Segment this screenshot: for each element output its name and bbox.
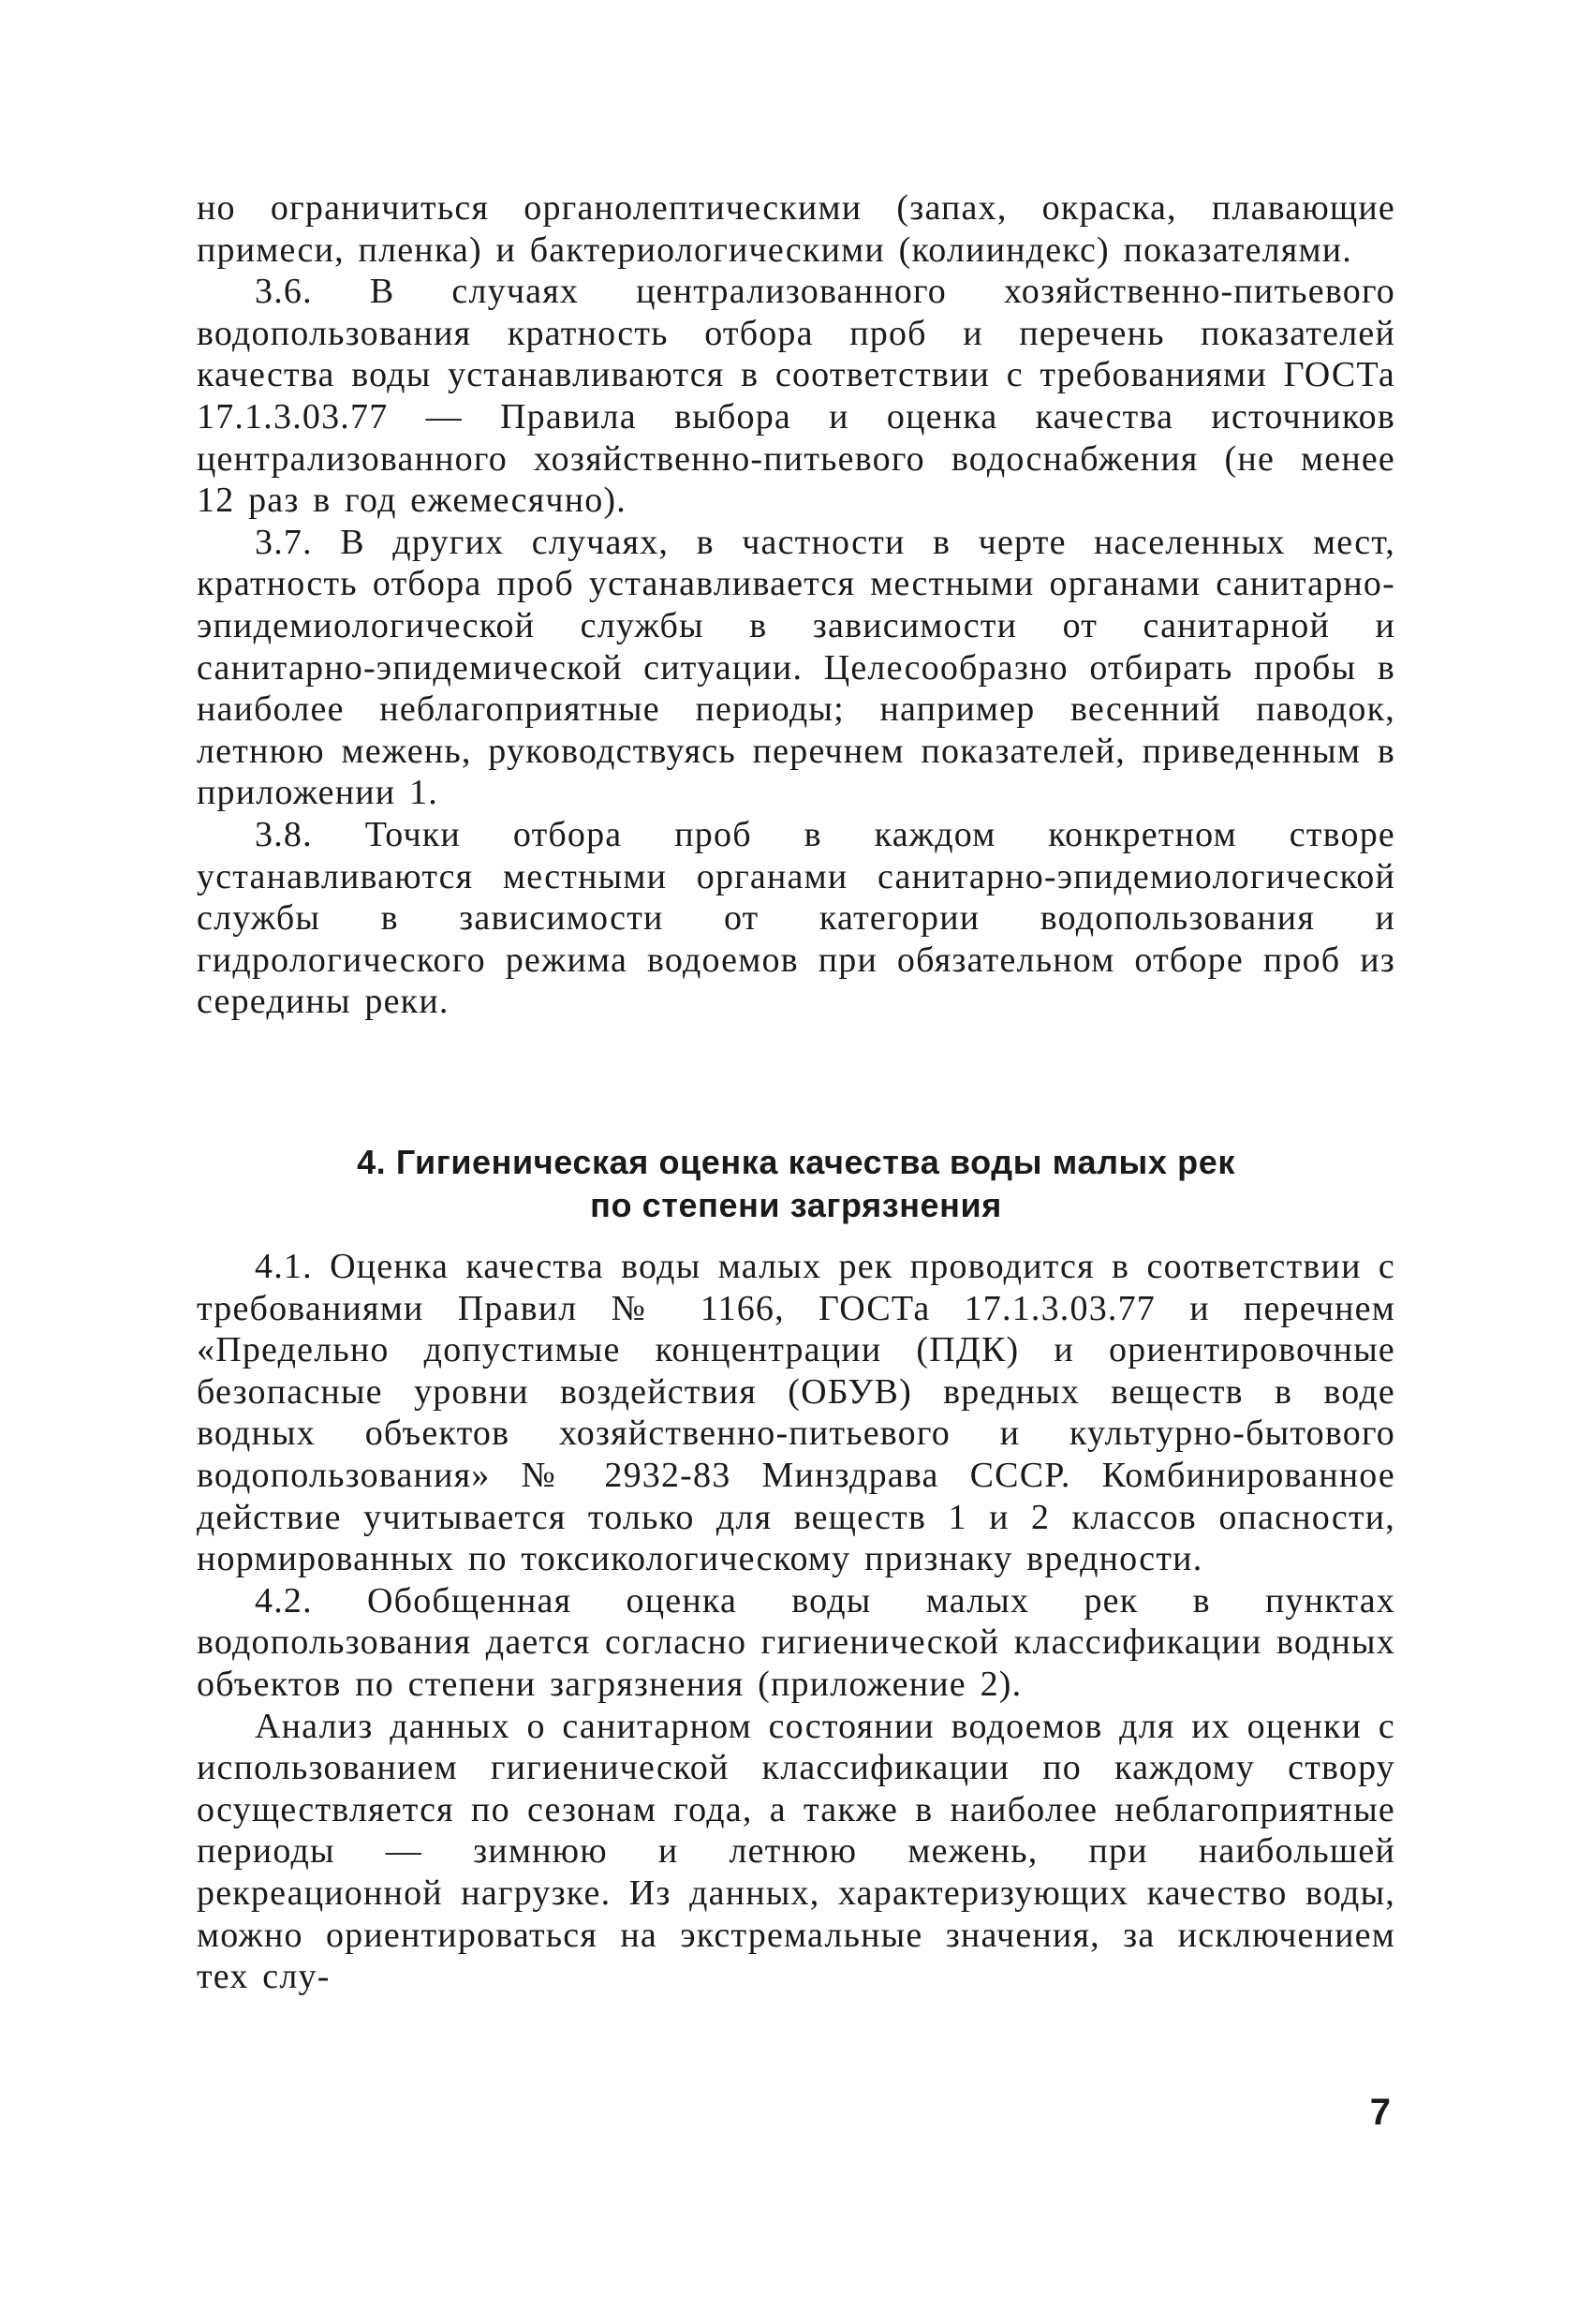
section-3-text (197, 187, 1395, 1023)
section-4-heading-line-2: по степени загрязнения (590, 1186, 1002, 1224)
section-4-heading (197, 1141, 1395, 1227)
paragraph-4-1: 4.1. Оценка качества воды малых рек проводится в соответствии с требованиями Правил № 1166, ГОСТа 17.1.3.03.77 и перечнем «Предельно допустимые концентрации (ПДК) и ориентировочные безопасные уровни воздействия (ОБУВ) вредных веществ в воде водных объектов хозяйственно-питьевого и культурно-бытового водопользования» № 2932-83 Минздрава СССР. Комбинированное действие учитывается только для веществ 1 и 2 классов опасности, нормированных по токсикологическому признаку вредности. (197, 1247, 1395, 1579)
paragraph-3-6: 3.6. В случаях централизованного хозяйственно-питьевого водопользования кратность отбора проб и перечень показателей качества воды устанавливаются в соответствии с требованиями ГОСТа 17.1.3.03.77 — Правила выбора и оценка качества источников централизованного хозяйственно-питьевого водоснабжения (не менее 12 раз в год ежемесячно). (197, 272, 1395, 521)
paragraph-3-8: 3.8. Точки отбора проб в каждом конкретном створе устанавливаются местными органами санитарно-эпидемиологической службы в зависимости от категории водопользования и гидрологического режима водоемов при обязательном отборе проб из середины реки. (197, 814, 1395, 1022)
page-number: 7 (1369, 2092, 1391, 2133)
paragraph-continuation: но ограничиться органолептическими (запах, окраска, плавающие примеси, пленка) и бактериологическими (колииндекс) показателями. (197, 188, 1395, 270)
paragraph-3-7: 3.7. В других случаях, в частности в черте населенных мест, кратность отбора проб устанавливается местными органами санитарно-эпидемиологической службы в зависимости от санитарной и санитарно-эпидемической ситуации. Целесообразно отбирать пробы в наиболее неблагоприятные периоды; например весенний паводок, летнюю межень, руководствуясь перечнем показателей, приведенным в приложении 1. (197, 522, 1395, 813)
section-4-text (197, 1246, 1395, 1998)
paragraph-analysis: Анализ данных о санитарном состоянии водоемов для их оценки с использованием гигиенической классификации по каждому створу осуществляется по сезонам года, а также в наиболее неблагоприятные периоды — зимнюю и летнюю межень, при наибольшей рекреационной нагрузке. Из данных, характеризующих качество воды, можно ориентироваться на экстремальные значения, за исключением тех слу- (197, 1706, 1395, 1997)
paragraph-4-2: 4.2. Обобщенная оценка воды малых рек в пунктах водопользования дается согласно гигиенической классификации водных объектов по степени загрязнения (приложение 2). (197, 1580, 1395, 1704)
section-4-heading-line-1: 4. Гигиеническая оценка качества воды малых рек (357, 1143, 1235, 1181)
